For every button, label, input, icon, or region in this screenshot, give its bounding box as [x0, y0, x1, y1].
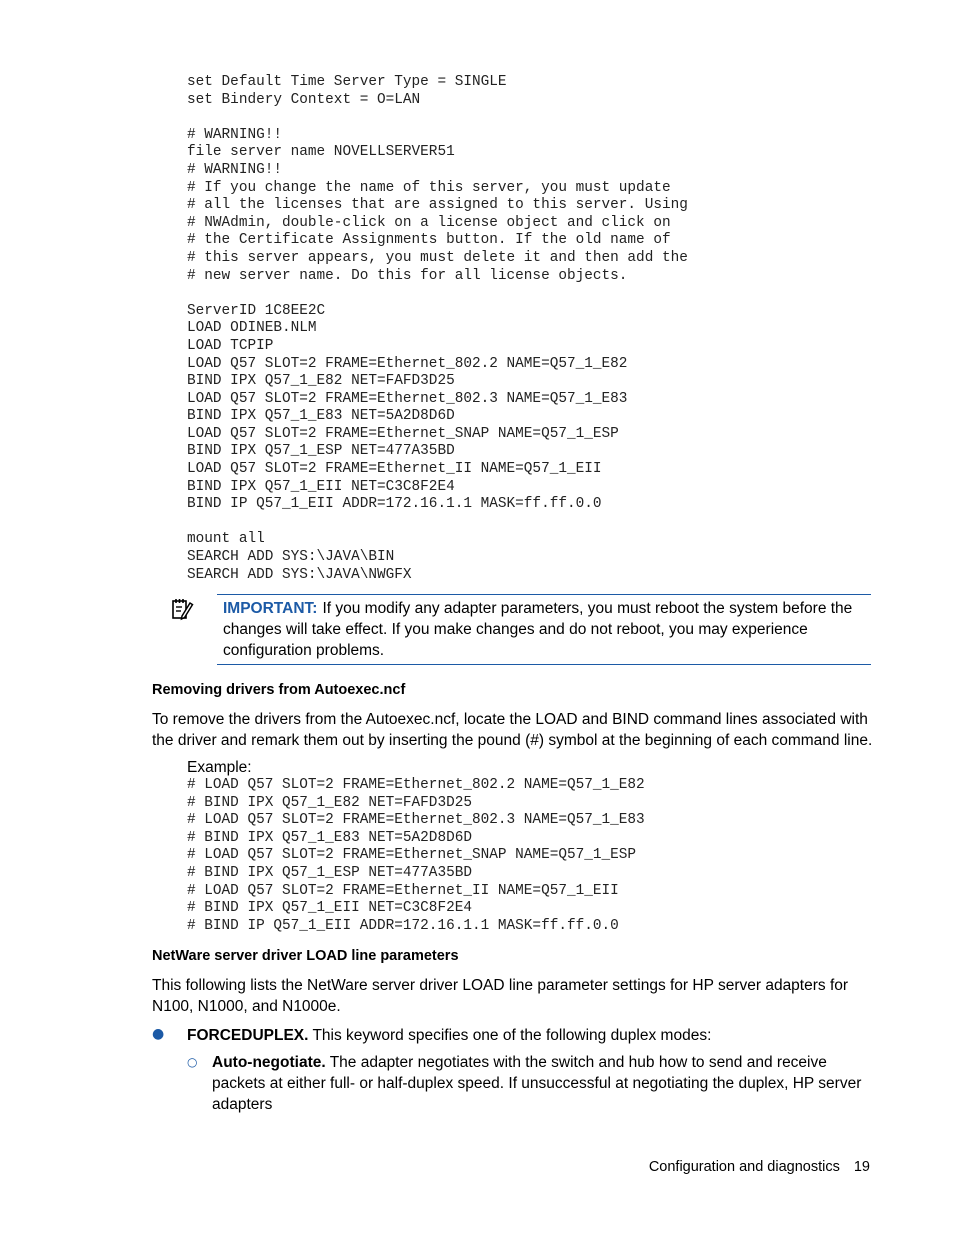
code-line: # WARNING!! — [187, 126, 282, 143]
page-footer — [649, 1158, 870, 1176]
bullet-text: This keyword specifies one of the following duplex modes: — [312, 1027, 712, 1044]
code-line: # the Certificate Assignments button. If the old name of — [187, 232, 671, 249]
footer-page-number: 19 — [853, 1159, 870, 1175]
code-line: # all the licenses that are assigned to this server. Using — [187, 197, 688, 214]
code-line: # this server appears, you must delete it and then add the — [187, 249, 688, 266]
subbullet-term: Auto-negotiate. — [212, 1054, 326, 1071]
code-line: # LOAD Q57 SLOT=2 FRAME=Ethernet_802.3 NAME=Q57_1_E83 — [187, 812, 645, 829]
heading-removing-drivers: Removing drivers from Autoexec.ncf — [152, 682, 406, 698]
code-line: LOAD ODINEB.NLM — [187, 320, 317, 337]
code-line: # LOAD Q57 SLOT=2 FRAME=Ethernet_802.2 NAME=Q57_1_E82 — [187, 777, 645, 793]
important-note-text — [223, 598, 868, 661]
paragraph-removing-drivers: To remove the drivers from the Autoexec.ncf, locate the LOAD and BIND command lines associated with the driver and remark them out by inserting the pound (#) symbol at the beginning of each command line. — [152, 711, 873, 749]
code-line: mount all — [187, 531, 265, 548]
code-line: LOAD TCPIP — [187, 337, 274, 354]
paragraph-load-line-parameters: This following lists the NetWare server driver LOAD line parameter settings for HP server adapters for N100, N1000, and N1000e. — [152, 977, 849, 1015]
code-line: # BIND IPX Q57_1_E83 NET=5A2D8D6D — [187, 829, 472, 846]
code-line: # BIND IPX Q57_1_EII NET=C3C8F2E4 — [187, 900, 472, 917]
code-line — [187, 109, 688, 127]
important-body: If you modify any adapter parameters, you must reboot the system before the changes will take effect. If you make changes and do not reboot, you may experience configuration problems. — [223, 600, 853, 659]
code-line: set Default Time Server Type = SINGLE — [187, 74, 507, 90]
code-line: BIND IPX Q57_1_EII NET=C3C8F2E4 — [187, 478, 455, 495]
code-line: set Bindery Context = O=LAN — [187, 91, 421, 108]
code-line — [187, 514, 688, 532]
code-line: LOAD Q57 SLOT=2 FRAME=Ethernet_SNAP NAME=Q57_1_ESP — [187, 425, 619, 442]
code-line: LOAD Q57 SLOT=2 FRAME=Ethernet_802.3 NAME=Q57_1_E83 — [187, 390, 628, 407]
subbullet-circle-icon: ○ — [187, 1055, 198, 1069]
config-code-block — [187, 74, 688, 584]
code-line: # WARNING!! — [187, 161, 282, 178]
bullet-dot-icon: ● — [152, 1026, 165, 1042]
code-line: file server name NOVELLSERVER51 — [187, 144, 455, 161]
code-line: BIND IPX Q57_1_E82 NET=FAFD3D25 — [187, 373, 455, 390]
footer-section-title: Configuration and diagnostics — [648, 1159, 840, 1175]
heading-load-line-parameters: NetWare server driver LOAD line parameters — [152, 948, 459, 964]
code-line: # BIND IPX Q57_1_ESP NET=477A35BD — [187, 864, 472, 881]
code-line: BIND IP Q57_1_EII ADDR=172.16.1.1 MASK=ff.ff.0.0 — [187, 496, 602, 513]
code-line: # If you change the name of this server, you must update — [187, 179, 671, 196]
example-label: Example: — [187, 759, 252, 776]
code-line: # new server name. Do this for all license objects. — [187, 267, 628, 284]
code-line: # NWAdmin, double-click on a license object and click on — [187, 214, 671, 231]
notepad-pencil-icon — [170, 597, 194, 621]
code-line: # BIND IP Q57_1_EII ADDR=172.16.1.1 MASK=ff.ff.0.0 — [187, 917, 619, 934]
code-line: LOAD Q57 SLOT=2 FRAME=Ethernet_II NAME=Q57_1_EII — [187, 461, 602, 478]
example-code-block — [187, 777, 645, 935]
code-line — [187, 285, 688, 303]
subbullet-text: The adapter negotiates with the switch and hub how to send and receive packets at either full- or half-duplex speed. If unsuccessful at negotiating the duplex, HP server adapters — [212, 1054, 862, 1113]
code-line: # LOAD Q57 SLOT=2 FRAME=Ethernet_II NAME=Q57_1_EII — [187, 882, 619, 899]
code-line: SEARCH ADD SYS:\JAVA\BIN — [187, 549, 395, 566]
code-line: BIND IPX Q57_1_E83 NET=5A2D8D6D — [187, 408, 455, 425]
code-line: # BIND IPX Q57_1_E82 NET=FAFD3D25 — [187, 794, 472, 811]
code-line: ServerID 1C8EE2C — [187, 302, 326, 319]
bullet-term: FORCEDUPLEX. — [187, 1027, 309, 1044]
important-label: IMPORTANT: — [223, 600, 318, 617]
subbullet-auto-negotiate — [212, 1052, 874, 1115]
code-line: LOAD Q57 SLOT=2 FRAME=Ethernet_802.2 NAME=Q57_1_E82 — [187, 355, 628, 372]
code-line: SEARCH ADD SYS:\JAVA\NWGFX — [187, 566, 412, 583]
code-line: BIND IPX Q57_1_ESP NET=477A35BD — [187, 443, 455, 460]
code-line: # LOAD Q57 SLOT=2 FRAME=Ethernet_SNAP NAME=Q57_1_ESP — [187, 847, 637, 864]
bullet-forceduplex — [187, 1025, 877, 1046]
